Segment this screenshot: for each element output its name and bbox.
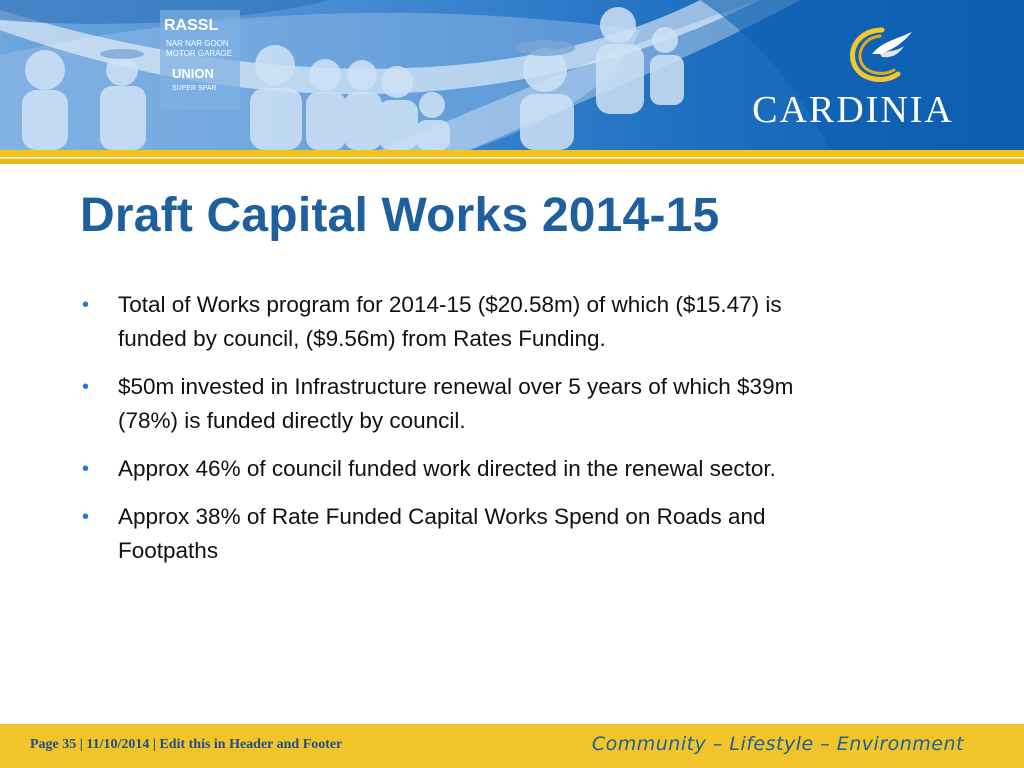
bullet-text: $50m invested in Infrastructure renewal over 5 years of which $39m [118,374,794,399]
bullet-text: Footpaths [118,538,219,563]
bullet-icon: • [82,376,90,398]
banner-sign-text: NAR NAR GOON [166,39,229,48]
bullet-icon: • [82,294,90,316]
list-item [80,370,930,438]
header-banner [0,0,1024,150]
bullet-icon: • [82,458,90,480]
bullet-text: Approx 46% of council funded work directed in the renewal sector. [118,456,776,481]
bullet-icon: • [82,506,90,528]
gold-divider [0,150,1024,164]
list-item [80,288,930,356]
bullet-list [80,288,930,582]
page-title: Draft Capital Works 2014-15 [80,189,720,242]
sun-bird-logo-icon [842,24,918,86]
banner-sign-text: MOTOR GARAGE [166,49,233,58]
bullet-text: (78%) is funded directly by council. [118,408,466,433]
banner-sign-text: SUPER SPAR [172,85,217,92]
banner-sign-text: UNION [172,66,214,81]
footer-page-info: Page 35 | 11/10/2014 | Edit this in Header and Footer [30,737,343,752]
footer-tagline: Community – Lifestyle – Environment [591,733,964,755]
banner-sign-text: RASSL [164,17,219,34]
list-item [80,452,930,486]
logo-wordmark: CARDINIA [752,89,954,131]
bullet-text: Approx 38% of Rate Funded Capital Works Spend on Roads and [118,504,766,529]
footer-bar [0,724,1024,768]
bullet-text: Total of Works program for 2014-15 ($20.58m) of which ($15.47) is [118,292,782,317]
cardinia-logo [738,24,968,131]
list-item [80,500,930,568]
bullet-text: funded by council, ($9.56m) from Rates Funding. [118,326,606,351]
